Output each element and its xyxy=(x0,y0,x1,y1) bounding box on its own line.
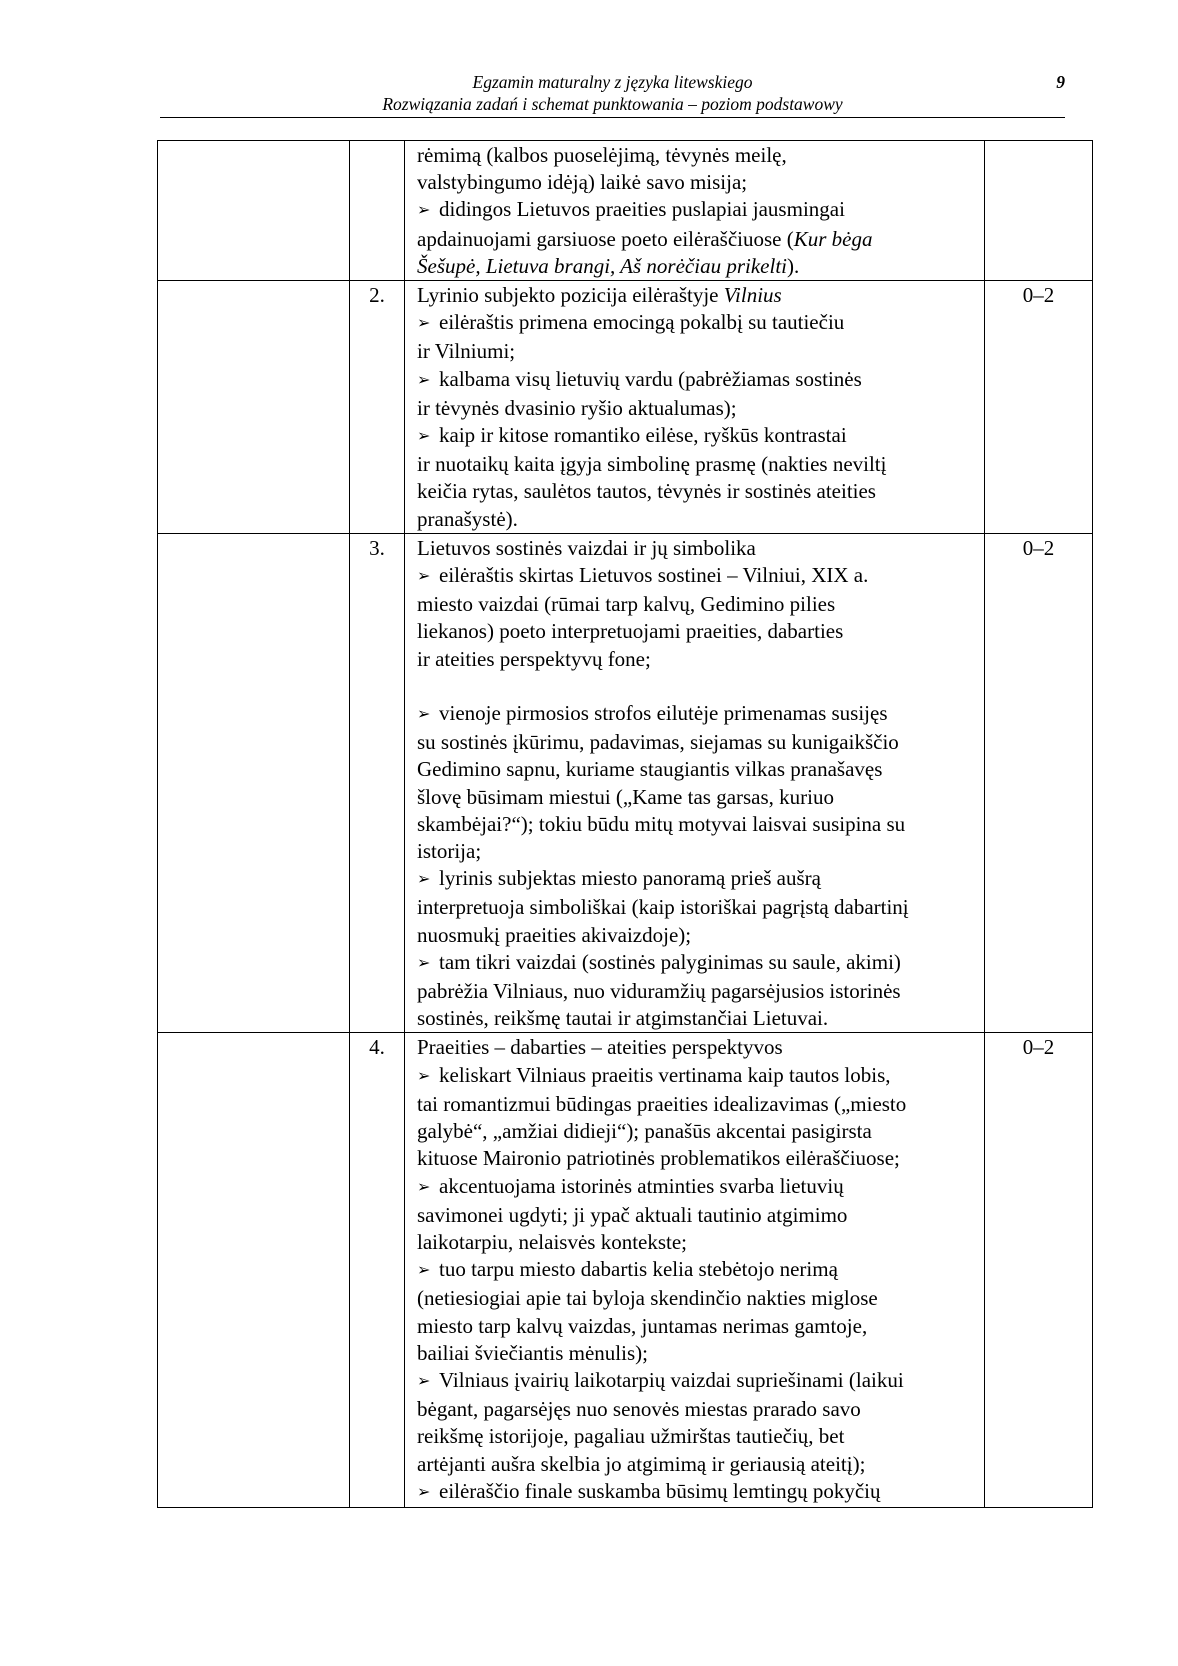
points-cell: 0–2 xyxy=(985,533,1093,1033)
text-line xyxy=(417,1285,980,1312)
bullet-line xyxy=(417,865,980,894)
text-line xyxy=(417,1451,980,1478)
text-segment: pranašystė). xyxy=(417,506,518,531)
answer-content xyxy=(405,1033,985,1507)
text-segment: Praeities – dabarties – ateities perspektyvos xyxy=(417,1035,783,1060)
text-segment: kaip ir kitose romantiko eilėse, ryškūs kontrastai xyxy=(439,423,847,448)
answer-content xyxy=(405,141,985,281)
points-cell: 0–2 xyxy=(985,1033,1093,1507)
scoring-table xyxy=(157,140,1093,1508)
text-line xyxy=(417,169,980,196)
text-segment: pabrėžia Vilniaus, nuo viduramžių pagarsėjusios istorinės xyxy=(417,979,901,1004)
text-line xyxy=(417,1313,980,1340)
arrow-bullet-icon: ➢ xyxy=(417,371,431,389)
text-segment: interpretuoja simboliškai (kaip istoriškai pagrįstą dabartinį xyxy=(417,895,909,920)
text-line xyxy=(417,1340,980,1367)
text-line xyxy=(417,1118,980,1145)
text-segment: (netiesiogiai apie tai byloja skendinčio nakties miglose xyxy=(417,1286,878,1311)
text-line xyxy=(417,478,980,505)
arrow-bullet-icon: ➢ xyxy=(417,428,431,446)
arrow-bullet-icon: ➢ xyxy=(417,706,431,724)
arrow-bullet-icon: ➢ xyxy=(417,1483,431,1501)
text-line xyxy=(417,535,980,562)
points-cell: 0–2 xyxy=(985,281,1093,534)
text-segment: liekanos) poeto interpretuojami praeities, dabarties xyxy=(417,619,844,644)
text-segment: bėgant, pagarsėjęs nuo senovės miestas prarado savo xyxy=(417,1397,861,1422)
text-segment: artėjanti aušra skelbia jo atgimimą ir geriausią ateitį); xyxy=(417,1451,866,1476)
text-segment: skambėjai?“); tokiu būdu mitų motyvai laisvai susipina su xyxy=(417,811,906,836)
answer-content xyxy=(405,533,985,1033)
text-line xyxy=(417,1034,980,1061)
arrow-bullet-icon: ➢ xyxy=(417,1178,431,1196)
text-line xyxy=(417,1091,980,1118)
text-segment: eilėraštis skirtas Lietuvos sostinei – Vilniui, XIX a. xyxy=(439,563,869,588)
text-segment: bailiai šviečiantis mėnulis); xyxy=(417,1340,648,1365)
italic-text: Kur bėga xyxy=(793,226,873,251)
text-line xyxy=(417,142,980,169)
table-row xyxy=(158,533,1093,1033)
text-segment: galybė“, „amžiai didieji“); panašūs akcentai pasigirsta xyxy=(417,1119,872,1144)
arrow-bullet-icon: ➢ xyxy=(417,954,431,972)
italic-text: Šešupė, Lietuva brangi, Aš norėčiau prikelti xyxy=(417,253,787,278)
text-line xyxy=(417,673,980,700)
arrow-bullet-icon: ➢ xyxy=(417,202,431,220)
text-segment: valstybingumo idėją) laikė savo misija; xyxy=(417,170,748,195)
text-segment: su sostinės įkūrimu, padavimas, siejamas su kunigaikščio xyxy=(417,730,899,755)
text-segment: nuosmukį praeities akivaizdoje); xyxy=(417,922,692,947)
arrow-bullet-icon: ➢ xyxy=(417,315,431,333)
arrow-bullet-icon: ➢ xyxy=(417,1262,431,1280)
text-line xyxy=(417,729,980,756)
table-row xyxy=(158,141,1093,281)
text-segment: ). xyxy=(786,253,800,278)
text-line xyxy=(417,1229,980,1256)
bullet-line xyxy=(417,562,980,591)
text-line xyxy=(417,784,980,811)
text-segment: eilėraščio finale suskamba būsimų lemtingų pokyčių xyxy=(439,1478,881,1503)
arrow-bullet-icon: ➢ xyxy=(417,1372,431,1390)
points-cell xyxy=(985,141,1093,281)
text-line xyxy=(417,618,980,645)
text-segment: kalbama visų lietuvių vardu (pabrėžiamas sostinės xyxy=(439,366,862,391)
text-line xyxy=(417,253,980,280)
bullet-line xyxy=(417,1173,980,1202)
text-segment: tai romantizmui būdingas praeities idealizavimas („miesto xyxy=(417,1091,907,1116)
text-segment: keičia rytas, saulėtos tautos, tėvynės ir sostinės ateities xyxy=(417,479,876,504)
text-line xyxy=(417,894,980,921)
arrow-bullet-icon: ➢ xyxy=(417,568,431,586)
text-line xyxy=(417,838,980,865)
text-segment: tuo tarpu miesto dabartis kelia stebėtojo nerimą xyxy=(439,1257,838,1282)
header-divider xyxy=(160,117,1065,118)
text-segment: Gedimino sapnu, kuriame staugiantis vilkas pranašavęs xyxy=(417,757,883,782)
text-line xyxy=(417,811,980,838)
task-number: 4. xyxy=(350,1033,405,1507)
page-header xyxy=(160,70,1065,120)
text-line xyxy=(417,1202,980,1229)
text-line xyxy=(417,978,980,1005)
text-segment: lyrinis subjektas miesto panoramą prieš aušrą xyxy=(439,866,821,891)
text-line xyxy=(417,1005,980,1032)
bullet-line xyxy=(417,1256,980,1285)
page-number: 9 xyxy=(1056,72,1065,92)
text-segment: akcentuojama istorinės atminties svarba lietuvių xyxy=(439,1173,844,1198)
task-number: 3. xyxy=(350,533,405,1033)
text-segment: savimonei ugdyti; ji ypač aktuali tautinio atgimimo xyxy=(417,1202,848,1227)
table-row xyxy=(158,281,1093,534)
text-line xyxy=(417,506,980,533)
text-line xyxy=(417,1396,980,1423)
text-segment: eilėraštis primena emocingą pokalbį su tautiečiu xyxy=(439,310,845,335)
table-row xyxy=(158,1033,1093,1507)
text-segment: Vilniaus įvairių laikotarpių vaizdai supriešinami (laikui xyxy=(439,1367,904,1392)
italic-text: Vilnius xyxy=(723,283,782,308)
text-segment: šlovę būsimam miestui („Kame tas garsas, kuriuo xyxy=(417,784,834,809)
bullet-line xyxy=(417,949,980,978)
text-line xyxy=(417,282,980,309)
text-segment: Lyrinio subjekto pozicija eilėraštyje xyxy=(417,283,724,308)
text-segment: tam tikri vaizdai (sostinės palyginimas su saule, akimi) xyxy=(439,949,901,974)
text-segment: sostinės, reikšmę tautai ir atgimstančiai Lietuvai. xyxy=(417,1006,829,1031)
text-segment: didingos Lietuvos praeities puslapiai jausmingai xyxy=(439,197,845,222)
bullet-line xyxy=(417,196,980,225)
text-segment: apdainuojami garsiuose poeto eilėraščiuose ( xyxy=(417,226,794,251)
text-line xyxy=(417,591,980,618)
bullet-line xyxy=(417,422,980,451)
bullet-line xyxy=(417,309,980,338)
bullet-line xyxy=(417,366,980,395)
text-segment: ir tėvynės dvasinio ryšio aktualumas); xyxy=(417,395,737,420)
arrow-bullet-icon: ➢ xyxy=(417,871,431,889)
text-line xyxy=(417,756,980,783)
text-line xyxy=(417,338,980,365)
task-number: 2. xyxy=(350,281,405,534)
text-segment: rėmimą (kalbos puoselėjimą, tėvynės meilę, xyxy=(417,143,787,167)
text-segment: laikotarpiu, nelaisvės kontekste; xyxy=(417,1229,688,1254)
text-line xyxy=(417,226,980,253)
text-segment: Lietuvos sostinės vaizdai ir jų simbolika xyxy=(417,535,756,560)
text-segment: kituose Maironio patriotinės problematikos eilėraščiuose; xyxy=(417,1146,900,1171)
bullet-line xyxy=(417,1062,980,1091)
answer-content xyxy=(405,281,985,534)
empty-cell xyxy=(158,281,350,534)
text-segment: miesto vaizdai (rūmai tarp kalvų, Gedimino pilies xyxy=(417,592,836,617)
bullet-line xyxy=(417,1478,980,1507)
bullet-line xyxy=(417,1367,980,1396)
task-number xyxy=(350,141,405,281)
bullet-line xyxy=(417,700,980,729)
text-segment: ir ateities perspektyvų fone; xyxy=(417,646,651,671)
text-segment: miesto tarp kalvų vaizdas, juntamas nerimas gamtoje, xyxy=(417,1313,868,1338)
text-segment: istorija; xyxy=(417,839,482,864)
text-line xyxy=(417,646,980,673)
text-line xyxy=(417,922,980,949)
header-exam-title: Egzamin maturalny z języka litewskiego xyxy=(472,72,753,92)
text-line xyxy=(417,1145,980,1172)
empty-cell xyxy=(158,1033,350,1507)
text-line xyxy=(417,451,980,478)
arrow-bullet-icon: ➢ xyxy=(417,1067,431,1085)
text-line xyxy=(417,395,980,422)
header-subtitle: Rozwiązania zadań i schemat punktowania – poziom podstawowy xyxy=(382,94,843,114)
text-segment: keliskart Vilniaus praeitis vertinama kaip tautos lobis, xyxy=(439,1062,891,1087)
empty-cell xyxy=(158,533,350,1033)
text-segment: ir Vilniumi; xyxy=(417,339,516,364)
text-segment: reikšmę istorijoje, pagaliau užmirštas tautiečių, bet xyxy=(417,1424,845,1449)
empty-cell xyxy=(158,141,350,281)
text-line xyxy=(417,1423,980,1450)
text-segment: vienoje pirmosios strofos eilutėje primenamas susijęs xyxy=(439,701,888,726)
text-segment: ir nuotaikų kaita įgyja simbolinę prasmę (nakties neviltį xyxy=(417,452,887,477)
